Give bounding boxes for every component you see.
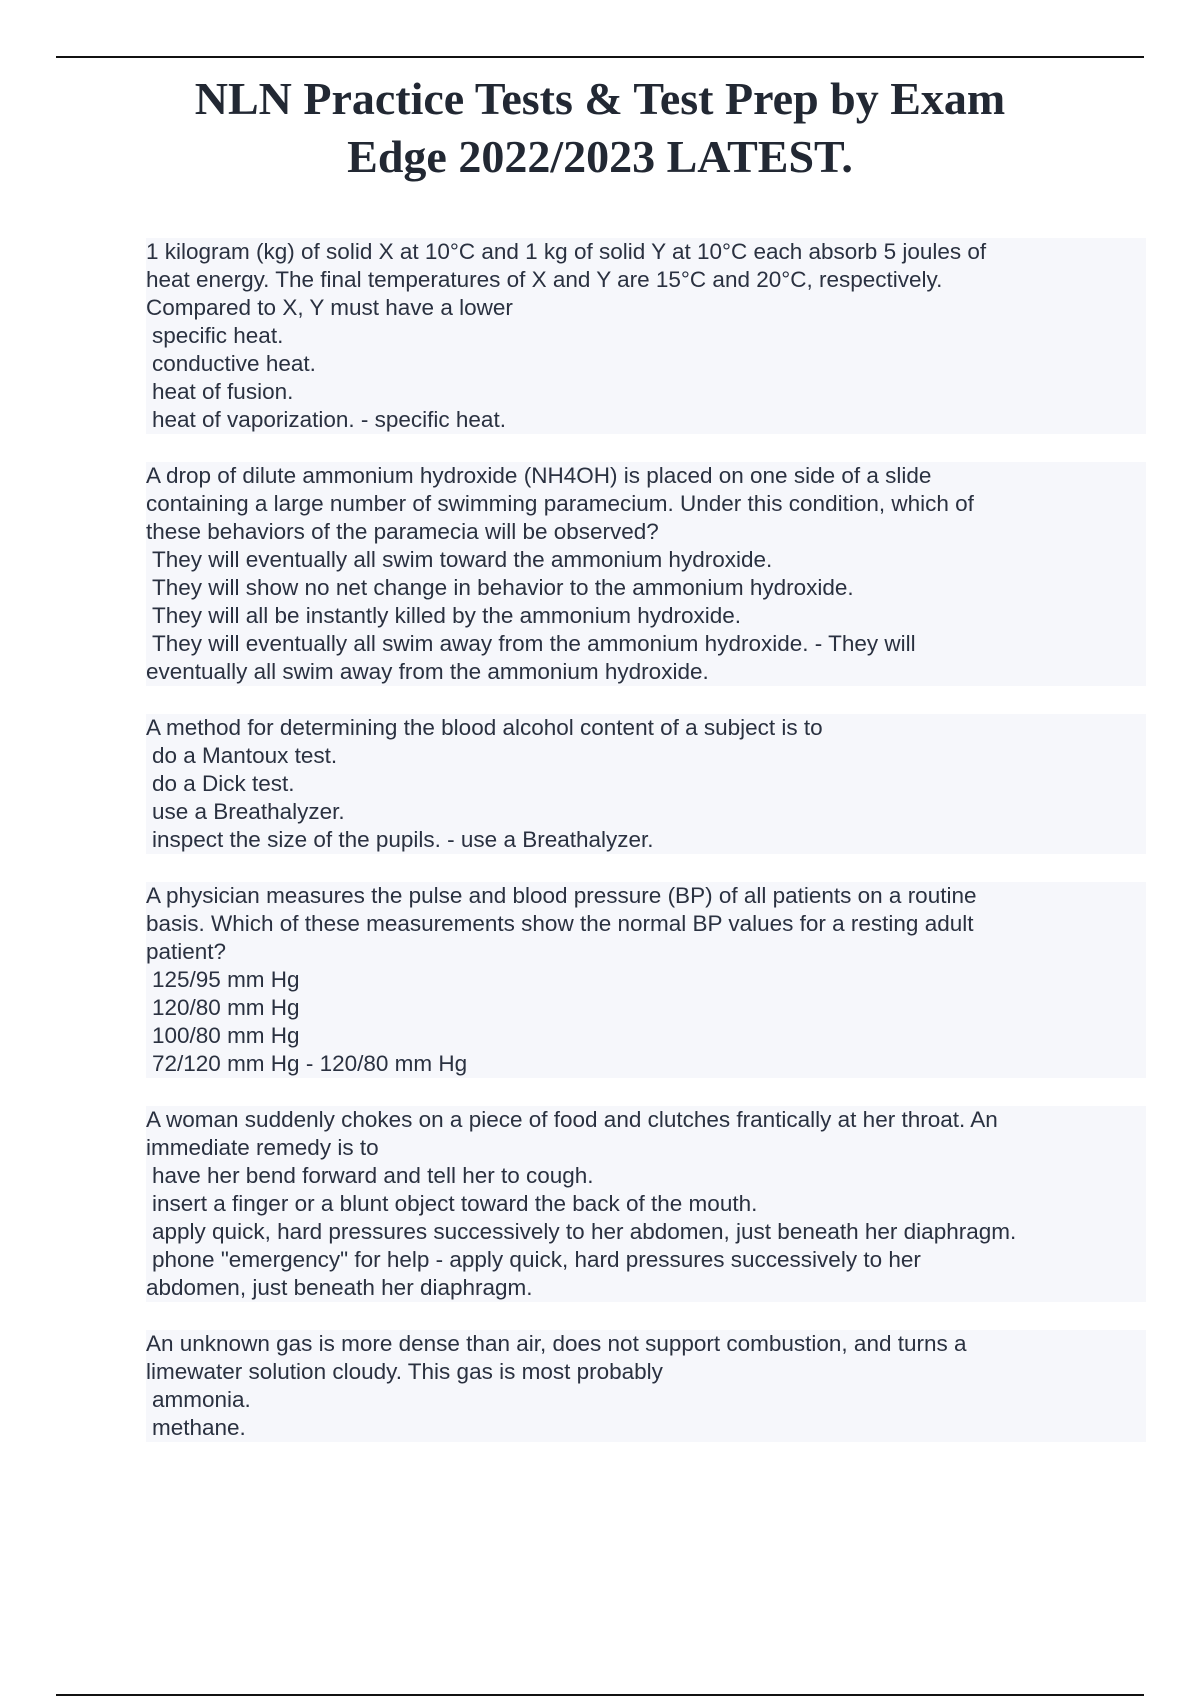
question-stem-line: A drop of dilute ammonium hydroxide (NH4OH) is placed on one side of a slide [146,463,932,488]
answer-option: They will show no net change in behavior to the ammonium hydroxide. [152,575,854,600]
page-title [130,70,1070,186]
question-stem-line: limewater solution cloudy. This gas is most probably [146,1359,663,1384]
question-stem-line: Compared to X, Y must have a lower [146,295,513,320]
question-stem-line: immediate remedy is to [146,1135,379,1160]
question-block [146,714,1146,854]
question-stem-line: A physician measures the pulse and blood pressure (BP) of all patients on a routine [146,883,977,908]
title-line: Edge 2022/2023 LATEST. [347,131,853,182]
answer-option: 100/80 mm Hg [152,1023,300,1048]
question-stem-line: A woman suddenly chokes on a piece of food and clutches frantically at her throat. An [146,1107,998,1132]
question-list [146,238,1146,1470]
answer-option: heat of fusion. [152,379,294,404]
question-block [146,462,1146,686]
answer-option: use a Breathalyzer. [152,799,345,824]
question-stem-line: heat energy. The final temperatures of X and Y are 15°C and 20°C, respectively. [146,267,943,292]
answer-option: phone "emergency" for help - apply quick, hard pressures successively to her [152,1247,921,1272]
question-stem-line: these behaviors of the paramecia will be observed? [146,519,659,544]
answer-option: 125/95 mm Hg [152,967,300,992]
question-stem-line: containing a large number of swimming paramecium. Under this condition, which of [146,491,974,516]
question-block [146,1106,1146,1302]
answer-option: have her bend forward and tell her to cough. [152,1163,594,1188]
question-stem-line: 1 kilogram (kg) of solid X at 10°C and 1 kg of solid Y at 10°C each absorb 5 joules of [146,239,987,264]
answer-option: They will eventually all swim toward the ammonium hydroxide. [152,547,773,572]
answer-option: They will all be instantly killed by the ammonium hydroxide. [152,603,742,628]
question-stem-line: basis. Which of these measurements show the normal BP values for a resting adult [146,911,974,936]
answer-option: conductive heat. [152,351,316,376]
question-stem-line: A method for determining the blood alcohol content of a subject is to [146,715,823,740]
answer-option: do a Mantoux test. [152,743,338,768]
question-stem-line: An unknown gas is more dense than air, does not support combustion, and turns a [146,1331,967,1356]
answer-option: 72/120 mm Hg - 120/80 mm Hg [152,1051,468,1076]
answer-option: 120/80 mm Hg [152,995,300,1020]
answer-option: specific heat. [152,323,284,348]
answer-continuation: eventually all swim away from the ammonium hydroxide. [146,659,709,684]
answer-continuation: abdomen, just beneath her diaphragm. [146,1275,533,1300]
answer-option: ammonia. [152,1387,251,1412]
answer-option: They will eventually all swim away from the ammonium hydroxide. - They will [152,631,916,656]
answer-option: do a Dick test. [152,771,295,796]
title-line: NLN Practice Tests & Test Prep by Exam [194,73,1006,124]
question-block [146,1330,1146,1442]
question-stem-line: patient? [146,939,227,964]
answer-option: apply quick, hard pressures successively to her abdomen, just beneath her diaphragm. [152,1219,1017,1244]
answer-option: heat of vaporization. - specific heat. [152,407,506,432]
answer-option: methane. [152,1415,246,1440]
question-block [146,238,1146,434]
answer-option: insert a finger or a blunt object toward the back of the mouth. [152,1191,758,1216]
question-block [146,882,1146,1078]
bottom-rule [56,1694,1144,1696]
answer-option: inspect the size of the pupils. - use a Breathalyzer. [152,827,654,852]
top-rule [56,56,1144,58]
